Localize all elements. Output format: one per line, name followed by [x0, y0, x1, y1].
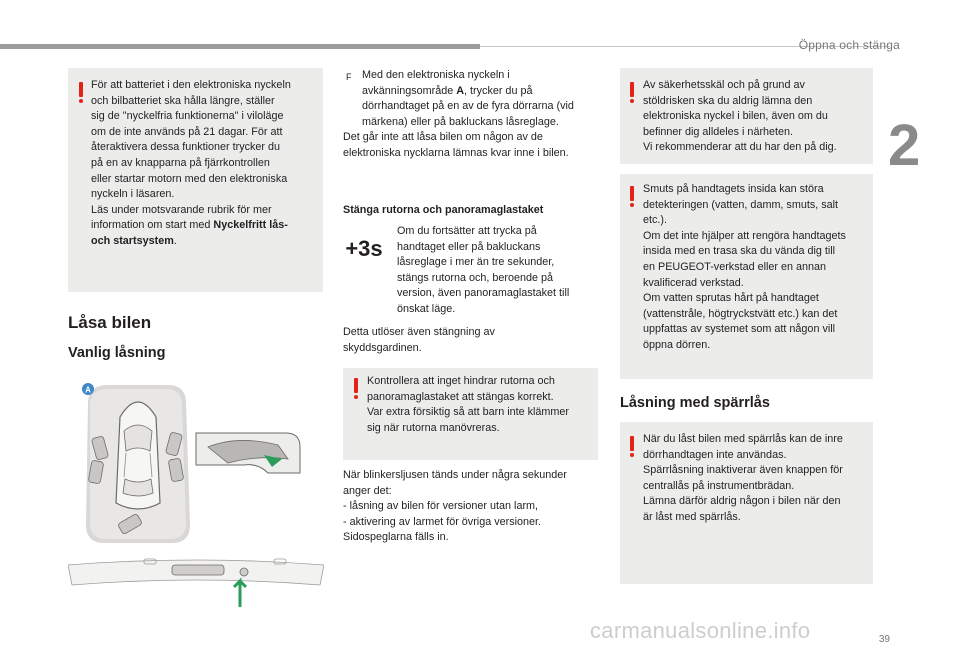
deadlock-warning-text: När du låst bilen med spärrlås kan de inre dörrhandtagen inte användas. Spärrlåsning inaktiverar även knappen för centrallås på instrumentbrädan. Lämna därför aldrig någon i bilen när den är låst med spärrlås.	[643, 433, 843, 523]
windows-warning-text: Kontrollera att inget hindrar rutorna och panoramaglastaket att stängas korrekt. Var extra försiktig så att barn inte klämmer sig när rutorna manövreras.	[367, 375, 570, 434]
dirt-warning-text: Smuts på handtagets insida kan störa detekteringen (vatten, damm, smuts, salt etc.). Om det inte hjälper att rengöra handtagets insida med en trasa ska du vända dig till en PEUGEOT-verkstad eller en annan kvalificerad verkstad. Om vatten sprutas hårt på handtaget (vattenstråle, högtryckstvätt etc.) kan det uppfattas av systemet som att någon vill öppna dörren.	[643, 183, 846, 351]
deadlock-heading: Låsning med spärrlås	[620, 395, 770, 411]
zone-label-a: A	[85, 385, 91, 395]
section-title: Öppna och stänga	[798, 38, 900, 52]
plus-3s-icon	[343, 228, 385, 266]
warning-icon	[630, 82, 634, 103]
step-bullet: F	[346, 72, 352, 82]
warning-icon	[630, 436, 634, 457]
page-number: 39	[878, 634, 890, 645]
windows-text: Om du fortsätter att trycka på handtaget eller på bakluckans låsreglage i mer än tre sekunder, stängs rutorna och, beroende på version, även panoramaglastaket till önskat läge.	[397, 225, 570, 315]
watermark: carmanualsonline.info	[590, 618, 811, 643]
warning-icon	[630, 186, 634, 207]
section-heading: Låsa bilen	[68, 313, 152, 332]
chapter-number: 2	[888, 113, 921, 178]
locking-illustration	[68, 375, 324, 610]
warning-icon	[79, 82, 83, 103]
indicator-text: När blinkersljusen tänds under några sekunder anger det: - låsning av bilen för versioner utan larm, - aktivering av larmet för övriga versioner. Sidospeglarna fälls in.	[343, 469, 567, 544]
subsection-heading: Vanlig låsning	[68, 345, 166, 361]
security-warning-text: Av säkerhetsskäl och på grund av stöldrisken ska du aldrig lämna den elektroniska nyckel i bilen, även om du befinner dig alldeles i närheten. Vi rekommenderar att du har den på dig.	[643, 79, 837, 154]
info-text: Det går inte att låsa bilen om någon av de elektroniska nycklarna lämnas kvar inne i bilen.	[343, 131, 569, 159]
warning-icon	[354, 378, 358, 399]
svg-text:+3s: +3s	[345, 236, 383, 261]
keyless-warning-text: För att batteriet i den elektroniska nyckeln och bilbatteriet ska hålla längre, ställer sig de "nyckelfria funktionerna" i viloläge om de inte används på 21 dagar. För att återaktivera dessa funktioner trycker du på en av knapparna på fjärrkontrollen eller startar motorn med den elektroniska nyckeln i läsaren. Läs under motsvarande rubrik för mer information om start med Nyckelfritt lås- och startsystem.	[91, 79, 291, 247]
step-text: Med den elektroniska nyckeln i avkänningsområde A, trycker du på dörrhandtaget på en av de fyra dörrarna (vid märkena) eller på bakluckans låsreglage.	[362, 69, 574, 128]
blind-text: Detta utlöser även stängning av skyddsgardinen.	[343, 326, 495, 354]
windows-heading: Stänga rutorna och panoramaglastaket	[343, 204, 544, 216]
header-rule	[0, 44, 480, 49]
